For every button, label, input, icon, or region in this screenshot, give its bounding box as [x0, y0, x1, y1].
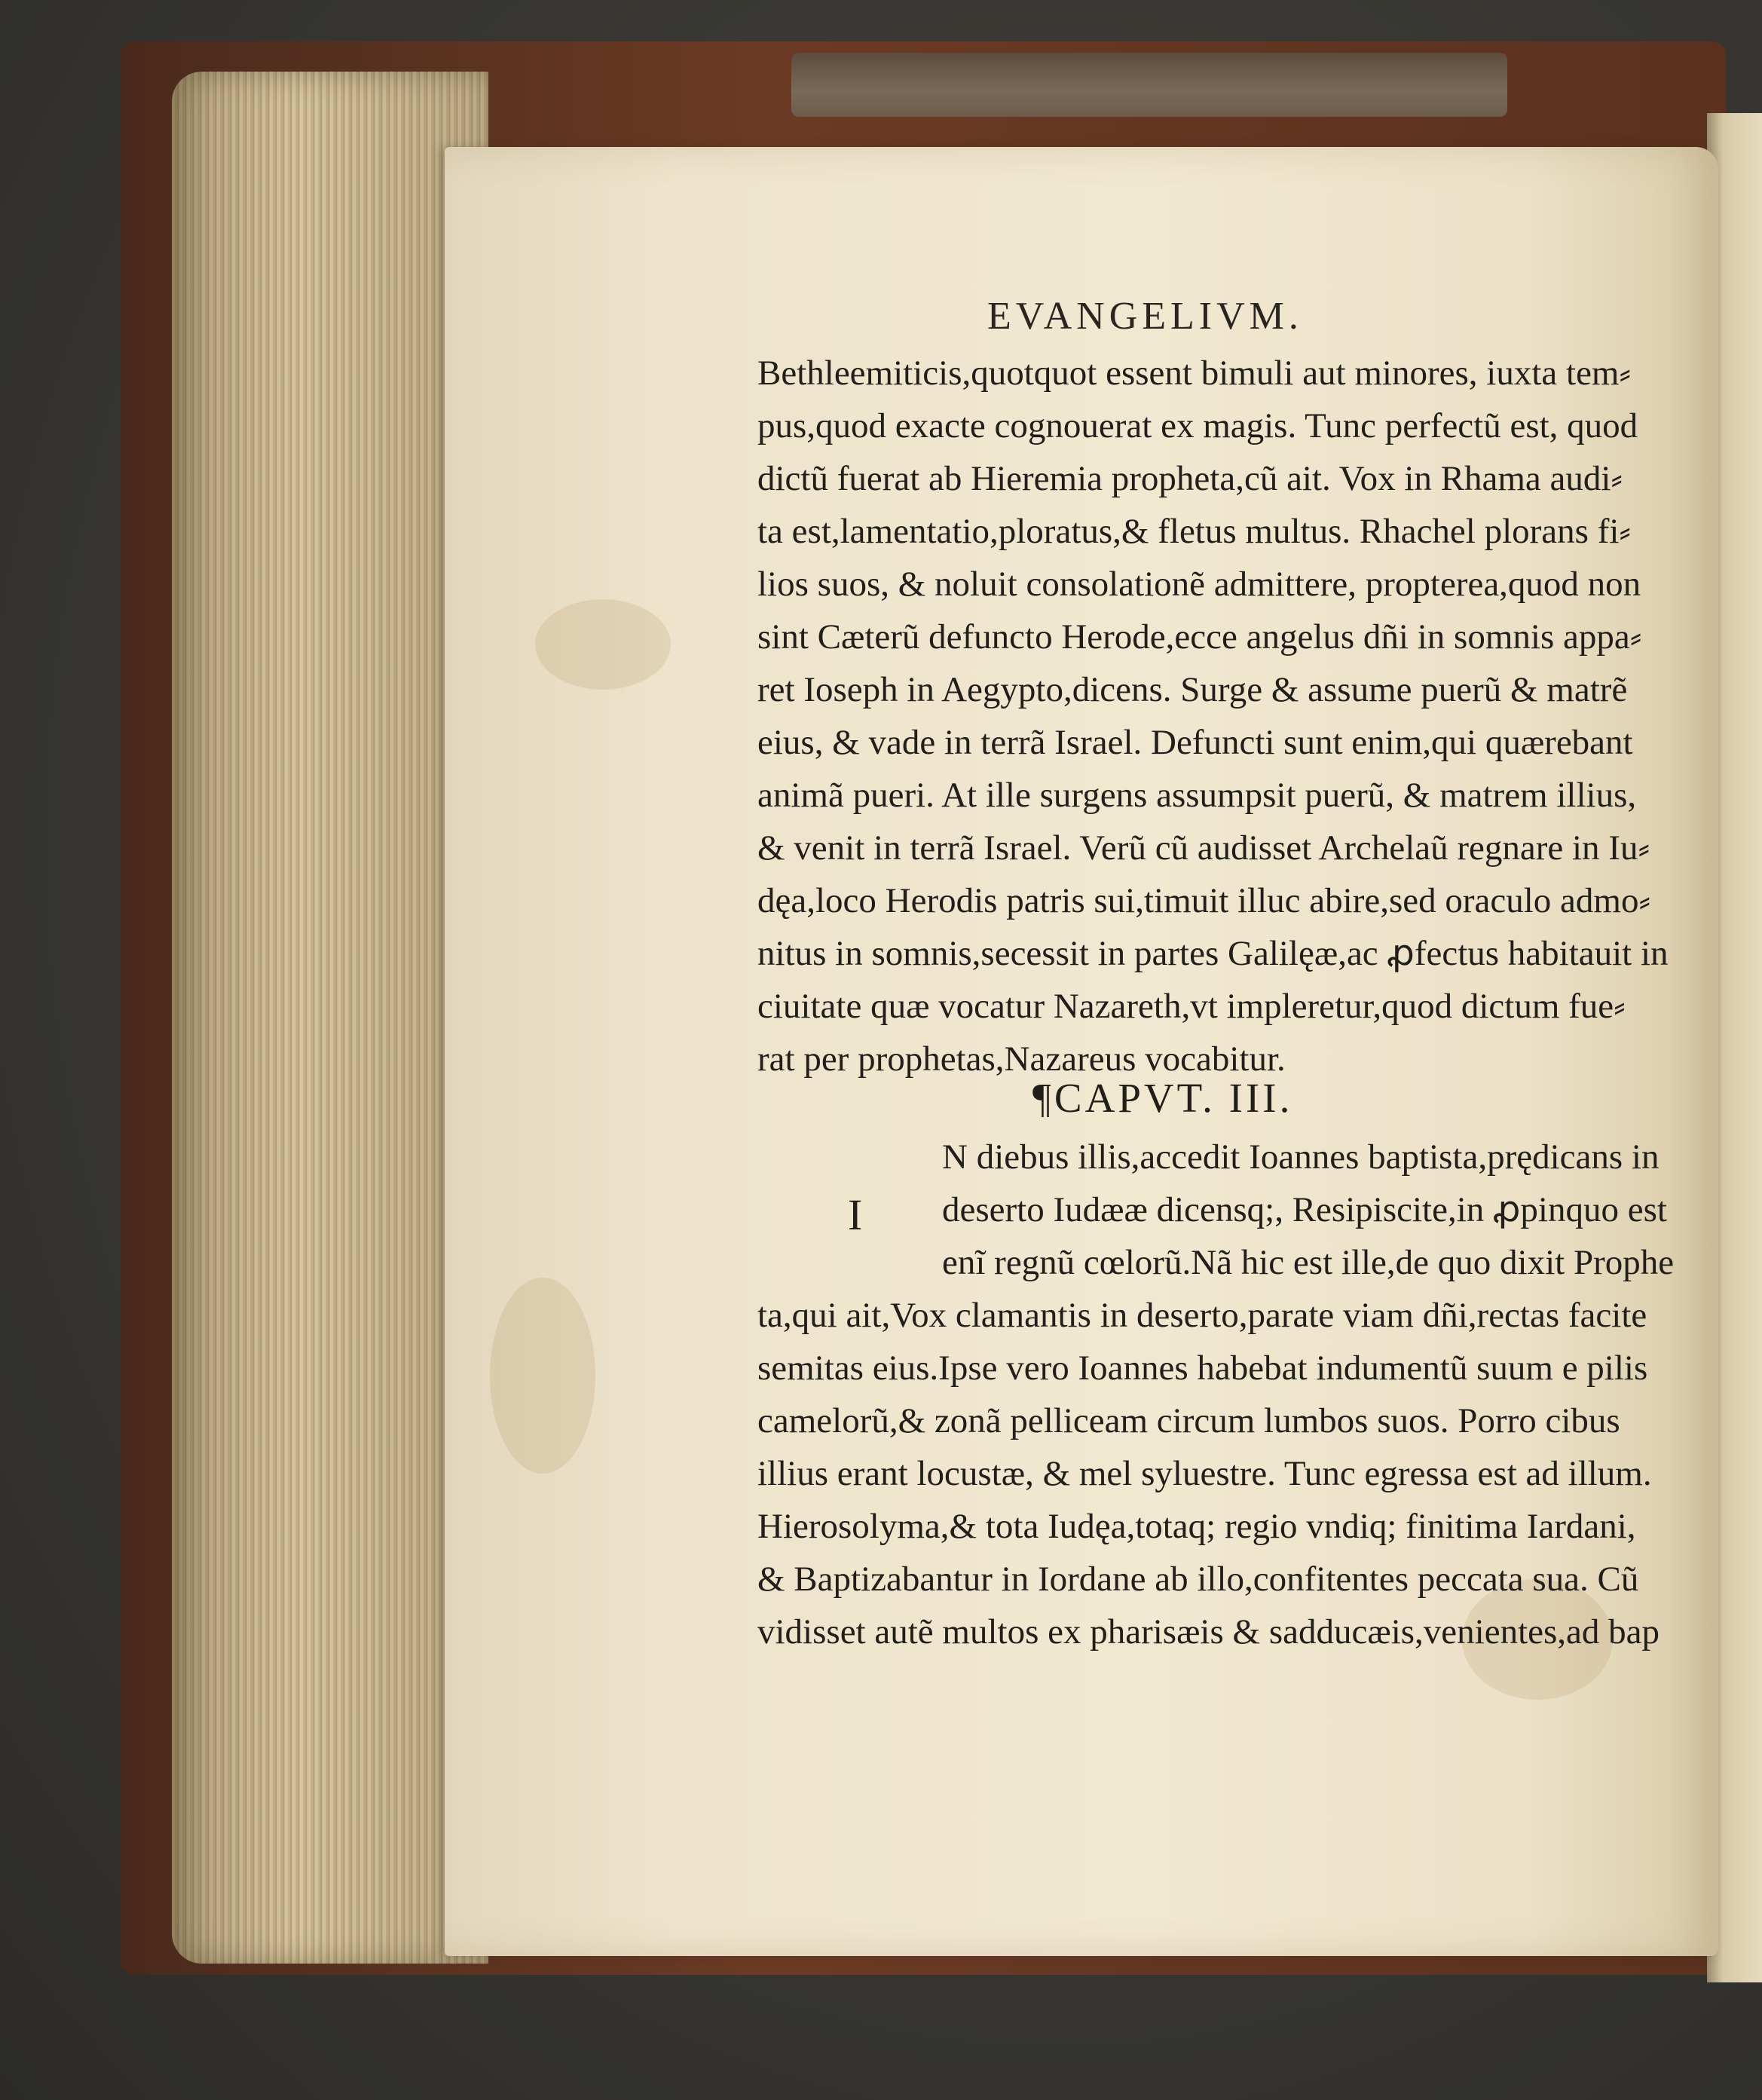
- text-line: Hierosolyma,& tota Iudęa,totaq; regio vndiq; finitima Iardani,: [757, 1507, 1636, 1546]
- chapter-heading: ¶CAPVT. III.: [1032, 1075, 1293, 1121]
- text-line: rat per prophetas,Nazareus vocabitur.: [757, 1039, 1286, 1079]
- text-line: ciuitate quæ vocatur Nazareth,vt impleretur,quod dictum fue⸗: [757, 987, 1626, 1026]
- text-line: lios suos, & noluit consolationẽ admittere, propterea,quod non: [757, 565, 1641, 604]
- book-headband: [791, 53, 1507, 117]
- text-block-before-chapter: [757, 347, 1692, 1085]
- chapter-initial: I: [848, 1190, 863, 1239]
- text-line: animã pueri. At ille surgens assumpsit puerũ, & matrem illius,: [757, 776, 1637, 815]
- text-line: ta,qui ait,Vox clamantis in deserto,parate viam dñi,rectas facite: [757, 1296, 1647, 1335]
- text-line: dictũ fuerat ab Hieremia propheta,cũ ait. Vox in Rhama audi⸗: [757, 459, 1623, 498]
- text-line: sint Cæterũ defuncto Herode,ecce angelus dñi in somnis appa⸗: [757, 617, 1642, 657]
- text-line: illius erant locustæ, & mel syluestre. Tunc egressa est ad illum.: [757, 1454, 1652, 1493]
- text-line: ta est,lamentatio,ploratus,& fletus multus. Rhachel plorans fi⸗: [757, 512, 1632, 551]
- text-line: eius, & vade in terrã Israel. Defuncti sunt enim,qui quærebant: [757, 723, 1633, 762]
- text-line: semitas eius.Ipse vero Ioannes habebat indumentũ suum e pilis: [757, 1348, 1648, 1388]
- text-line: pus,quod exacte cognouerat ex magis. Tunc perfectũ est, quod: [757, 406, 1638, 445]
- text-line: dęa,loco Herodis patris sui,timuit illuc abire,sed oraculo admo⸗: [757, 881, 1651, 920]
- text-line: nitus in somnis,secessit in partes Galilęæ,ac ꝓfectus habitauit in: [757, 934, 1669, 973]
- text-line: ret Ioseph in Aegypto,dicens. Surge & assume puerũ & matrẽ: [757, 670, 1628, 709]
- text-line: N diebus illis,accedit Ioannes baptista,prędicans in: [942, 1137, 1660, 1177]
- text-line: deserto Iudææ dicensq;, Resipiscite,in ꝓpinquo est: [942, 1190, 1667, 1229]
- text-line: & venit in terrã Israel. Verũ cũ audisset Archelaũ regnare in Iu⸗: [757, 828, 1650, 868]
- running-head: EVANGELIVM.: [987, 295, 1303, 338]
- page-stain: [490, 1278, 595, 1474]
- text-line: & Baptizabantur in Iordane ab illo,confitentes peccata sua. Cũ: [757, 1560, 1639, 1599]
- page-fore-edge: [172, 72, 488, 1964]
- page-stain: [535, 599, 671, 690]
- text-line: enĩ regnũ cœlorũ.Nã hic est ille,de quo dixit Prophe: [942, 1243, 1675, 1282]
- text-line: Bethleemiticis,quotquot essent bimuli aut minores, iuxta tem⸗: [757, 354, 1632, 393]
- text-line: camelorũ,& zonã pelliceam circum lumbos suos. Porro cibus: [757, 1401, 1620, 1440]
- text-block-chapter: [757, 1131, 1692, 1658]
- text-line: vidisset autẽ multos ex pharisæis & sadducæis,venientes,ad bap: [757, 1612, 1660, 1652]
